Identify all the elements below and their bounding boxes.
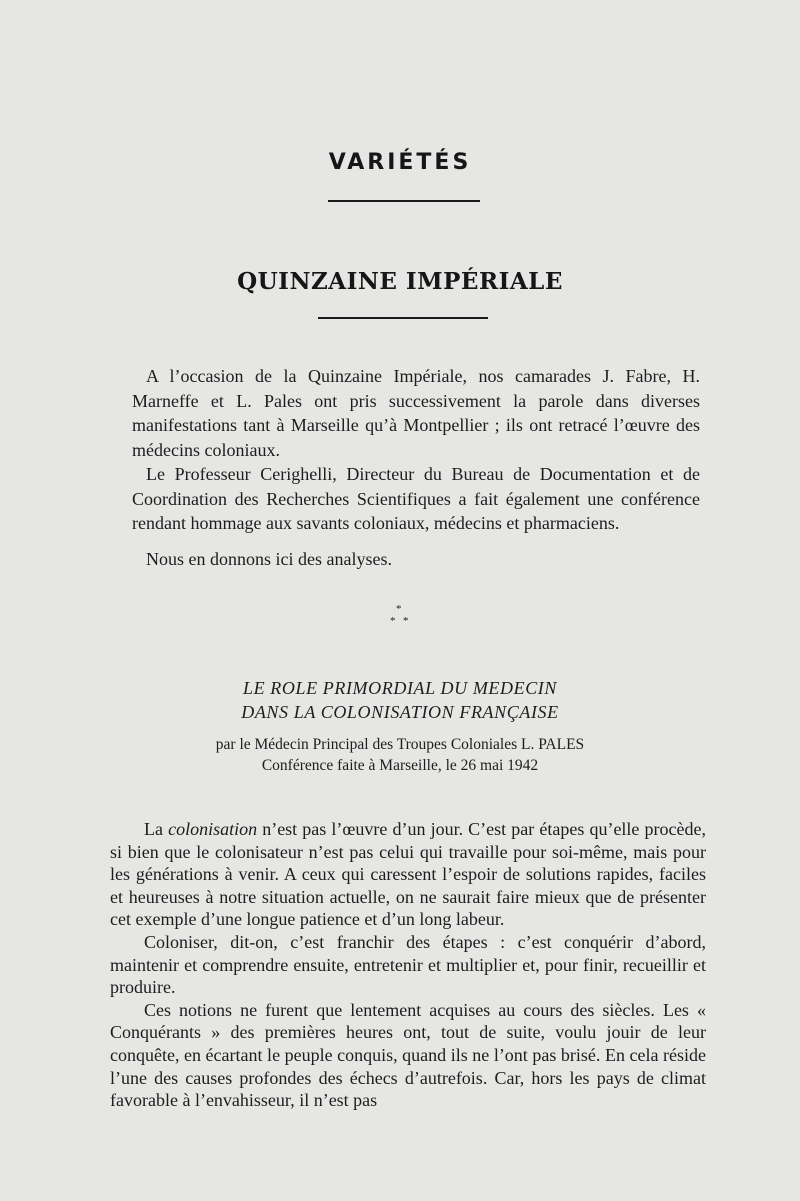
byline-author: par le Médecin Principal des Troupes Coloniales L. PALES bbox=[215, 736, 585, 753]
byline-conference: Conférence faite à Marseille, le 26 mai 1942 bbox=[261, 757, 539, 774]
intro-closing: Nous en donnons ici des analyses. bbox=[146, 549, 392, 569]
main-title: QUINZAINE IMPÉRIALE bbox=[237, 268, 563, 295]
star-icon: * bbox=[396, 603, 402, 615]
section-title: VARIÉTÉS bbox=[328, 150, 472, 175]
paragraph-rest: n’est pas l’œuvre d’un jour. C’est par étapes qu’elle procède, si bien que le colonisateur n’est pas celui qui travaille pour soi-même, mais pour les générations à venir. A ceux qui caressent l’espoir de solutions rapides, faciles et heureuses à notre situation actuelle, on ne saurait faire mieux que de présenter cet exemple d’une longue patience et d’un long labeur. bbox=[110, 819, 706, 930]
star-icon: * bbox=[403, 615, 409, 627]
subtitle-divider bbox=[318, 317, 488, 319]
intro-paragraph: Le Professeur Cerighelli, Directeur du Bureau de Documentation et de Coordination des Recherches Scientifiques a fait également une conférence rendant hommage aux savants coloniaux, médecins et pharmaciens. bbox=[132, 464, 700, 533]
asterism-separator bbox=[360, 604, 440, 634]
intro-text bbox=[132, 364, 700, 536]
intro-paragraph: A l’occasion de la Quinzaine Impériale, nos camarades J. Fabre, H. Marneffe et L. Pales ont pris successivement la parole dans diverses manifestations tant à Marseille qu’à Montpellier ; ils ont retracé l’œuvre des médecins coloniaux. bbox=[132, 366, 700, 460]
star-icon: * bbox=[390, 615, 396, 627]
body-paragraph: Ces notions ne furent que lentement acquises au cours des siècles. Les « Conquérants » des premières heures ont, tout de suite, voulu jouir de leur conquête, en écartant le peuple conquis, quand ils ne l’ont pas brisé. En cela réside l’une des causes profondes des échecs d’autrefois. Car, hors les pays de climat favorable à l’envahisseur, il n’est pas bbox=[110, 999, 706, 1111]
emphasis-word: colonisation bbox=[168, 819, 258, 839]
paragraph-lead: La bbox=[144, 819, 169, 839]
article-title-line: DANS LA COLONISATION FRANÇAISE bbox=[241, 702, 559, 722]
article-title-line: LE ROLE PRIMORDIAL DU MEDECIN bbox=[242, 678, 558, 698]
title-divider bbox=[328, 200, 480, 202]
article-byline bbox=[0, 734, 800, 776]
body-paragraph bbox=[110, 818, 706, 931]
body-paragraph: Coloniser, dit-on, c’est franchir des étapes : c’est conquérir d’abord, maintenir et comprendre ensuite, entretenir et multiplier et, pour finir, recueillir et produire. bbox=[110, 931, 706, 998]
intro-closing-block bbox=[132, 547, 700, 572]
article-body bbox=[110, 818, 706, 1112]
article-title bbox=[0, 676, 800, 724]
